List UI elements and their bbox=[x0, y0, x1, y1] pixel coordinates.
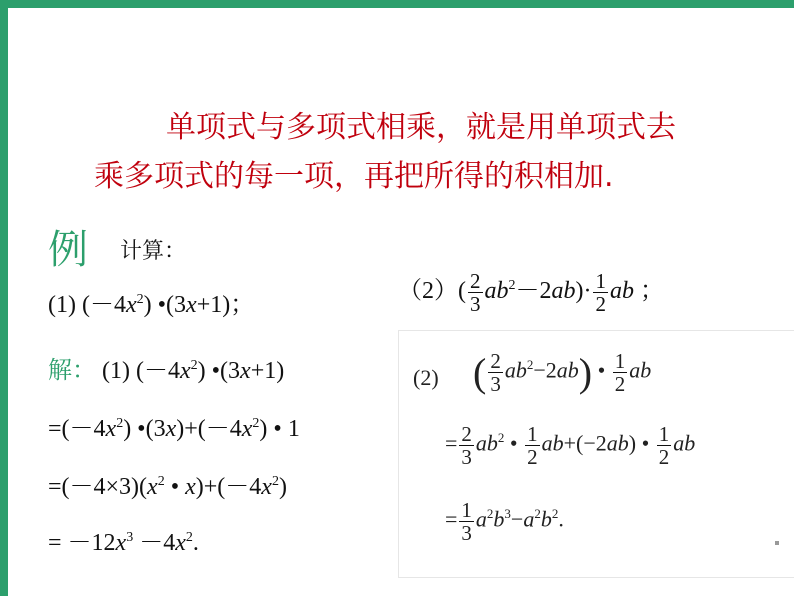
solution-line-3: $=(-4\times 3)(x^2$ • $x)+(-4x^2)$ bbox=[48, 474, 287, 500]
problem-2-end: ； bbox=[639, 278, 664, 305]
fraction: $\frac{1}{2}$ bbox=[527, 422, 538, 469]
image-line-1: ( $\frac{2}{3}$ $ab^2-2ab$) • $\frac{1}{2}$ ab bbox=[473, 349, 652, 396]
solution-line-2: $=(-4x^2)$ $•(3x)+(-4x^2)$ • 1 bbox=[48, 416, 300, 442]
rule-line-1: 单项式与多项式相乘，就是用单项式去 bbox=[166, 110, 676, 145]
fraction: $\frac{1}{2}$ bbox=[658, 422, 670, 469]
fraction: $\frac{2}{3}$ bbox=[490, 349, 501, 396]
solution-line-4: = $-12x^3 -4x^2$. bbox=[48, 530, 199, 556]
fraction: $\frac{2}{3}$ bbox=[470, 269, 481, 316]
rule-line-2: 乘多项式的每一项，再把所得的积相加. bbox=[94, 159, 614, 194]
image-label: (2) bbox=[413, 365, 439, 390]
slide bbox=[8, 8, 794, 596]
problem-2: （2）( $\frac{2}{3}$ $ab^2-2ab)\cdot$ $\frac{1}{2}$ ab ； bbox=[398, 269, 664, 316]
solution-line-1: 解： (1) $(-4x^2)$ •(3x+1) bbox=[48, 356, 285, 384]
fraction: $\frac{1}{2}$ bbox=[595, 269, 606, 316]
fraction: $\frac{2}{3}$ bbox=[461, 422, 472, 469]
image-line-2: = $\frac{2}{3}$ $ab^2$ • $\frac{1}{2}$ ab+(−2ab) • $\frac{1}{2}$ ab bbox=[445, 422, 696, 469]
fraction: $\frac{1}{2}$ bbox=[614, 349, 626, 396]
problem-2-label: （2） bbox=[398, 278, 458, 305]
example-label: 计算： bbox=[120, 239, 187, 264]
solution-2-image bbox=[398, 330, 794, 578]
image-line-3: = $\frac{1}{3}$ $a^2b^3-a^2b^2$. bbox=[445, 498, 564, 545]
fraction: $\frac{1}{3}$ bbox=[461, 498, 472, 545]
dot bbox=[775, 541, 779, 545]
solution-label: 解： bbox=[48, 356, 96, 384]
example-marker: 例 bbox=[48, 227, 88, 273]
problem-1: (1) $(-4x^2)$ •(3x+1)； bbox=[48, 292, 255, 318]
problem-1-label: (1) bbox=[48, 292, 76, 318]
